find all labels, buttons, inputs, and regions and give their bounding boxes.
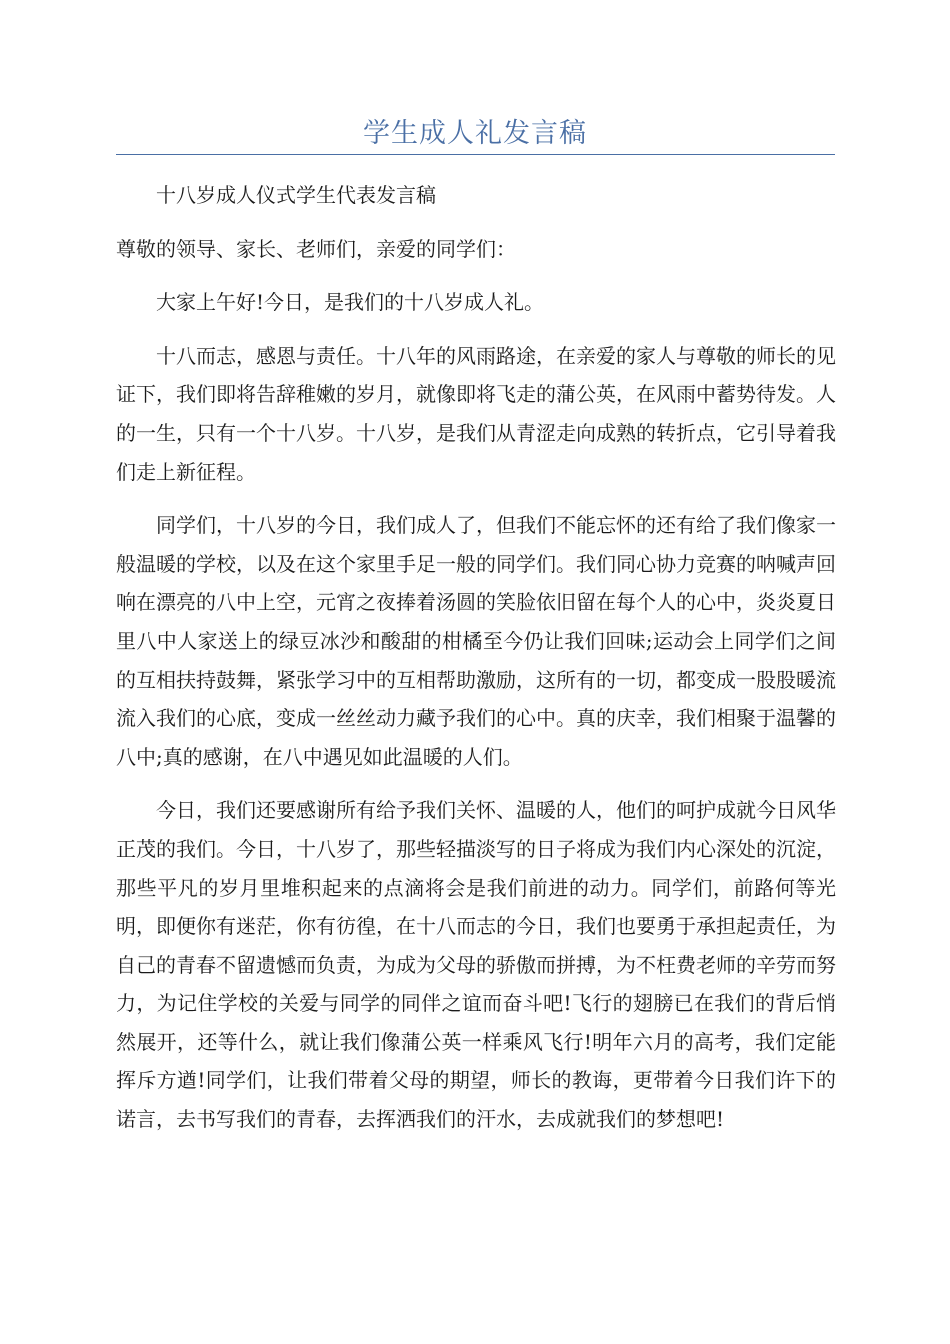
document-title: 学生成人礼发言稿 (363, 118, 587, 149)
salutation: 尊敬的领导、家长、老师们，亲爱的同学们： (116, 236, 516, 261)
paragraph-3: 同学们，十八岁的今日，我们成人了，但我们不能忘怀的还有给了我们像家一般温暖的学校，以及在这个家里手足一般的同学们。我们同心协力竞赛的呐喊声回响在漂亮的八中上空，元宵之夜捧着汤圆的笑脸依旧留在每个人的心中，炎炎夏日里八中人家送上的绿豆冰沙和酸甜的柑橘至今仍让我们回味;运动会上同学们之间的互相扶持鼓舞，紧张学习中的互相帮助激励，这所有的一切，都变成一股股暖流流入我们的心底，变成一丝丝动力藏予我们的心中。真的庆幸，我们相聚于温馨的八中;真的感谢，在八中遇见如此温暖的人们。 (116, 513, 836, 769)
paragraph-4: 今日，我们还要感谢所有给予我们关怀、温暖的人，他们的呵护成就今日风华正茂的我们。今日，十八岁了，那些轻描淡写的日子将成为我们内心深处的沉淀，那些平凡的岁月里堆积起来的点滴将会是我们前进的动力。同学们，前路何等光明，即便你有迷茫，你有彷徨，在十八而志的今日，我们也要勇于承担起责任，为自己的青春不留遗憾而负责，为成为父母的骄傲而拼搏，为不枉费老师的辛劳而努力，为记住学校的关爱与同学的同伴之谊而奋斗吧!飞行的翅膀已在我们的背后悄然展开，还等什么，就让我们像蒲公英一样乘风飞行!明年六月的高考，我们定能挥斥方遒!同学们，让我们带着父母的期望，师长的教诲，更带着今日我们许下的诺言，去书写我们的青春，去挥洒我们的汗水，去成就我们的梦想吧! (116, 798, 836, 1132)
document-body (116, 176, 836, 1154)
paragraph-1: 大家上午好!今日，是我们的十八岁成人礼。 (156, 290, 545, 315)
speech-subtitle: 十八岁成人仪式学生代表发言稿 (156, 183, 436, 207)
title-underline (116, 154, 835, 155)
paragraph-2: 十八而志，感恩与责任。十八年的风雨路途，在亲爱的家人与尊敬的师长的见证下，我们即将告辞稚嫩的岁月，就像即将飞走的蒲公英，在风雨中蓄势待发。人的一生，只有一个十八岁。十八岁，是我们从青涩走向成熟的转折点，它引导着我们走上新征程。 (116, 343, 836, 484)
